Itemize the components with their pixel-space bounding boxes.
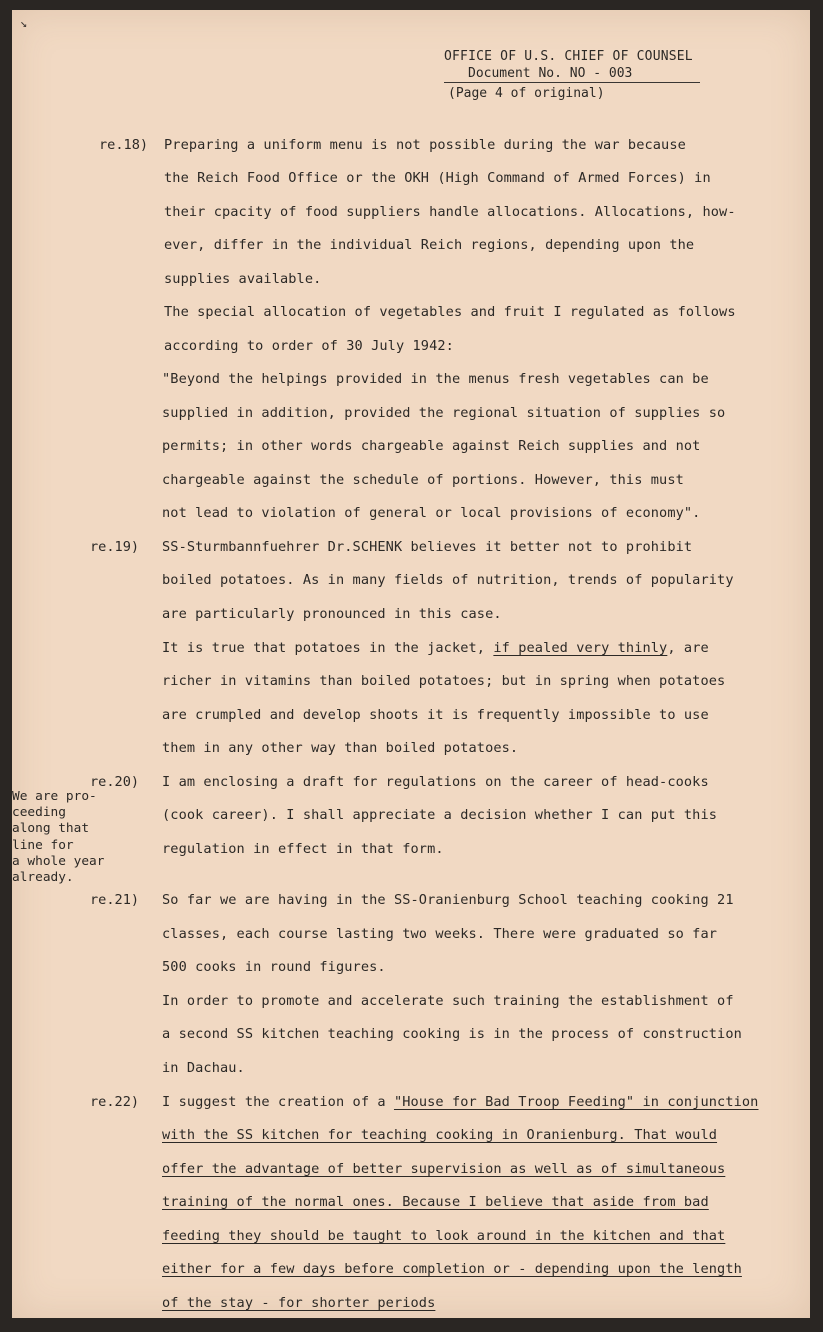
label-re21: re.21) (90, 892, 140, 908)
underlined-text-line: either for a few days before completion or - depending upon the length (162, 1261, 742, 1277)
text-line: are particularly pronounced in this case. (162, 606, 502, 622)
text-line: Preparing a uniform menu is not possible during the war because (164, 137, 686, 153)
text-line (162, 640, 709, 656)
text-line: I am enclosing a draft for regulations on the career of head-cooks (162, 774, 709, 790)
text-line: their cpacity of food suppliers handle allocations. Allocations, how- (164, 204, 736, 220)
text-line: chargeable against the schedule of portions. However, this must (162, 472, 684, 488)
text-line: ever, differ in the individual Reich regions, depending upon the (164, 237, 695, 253)
text-line: "Beyond the helpings provided in the menus fresh vegetables can be (162, 371, 709, 387)
text-line: not lead to violation of general or local provisions of economy". (162, 505, 701, 521)
text-line: (cook career). I shall appreciate a decision whether I can put this (162, 807, 718, 823)
label-re18: re.18) (99, 137, 149, 153)
text-line: in Dachau. (162, 1060, 245, 1076)
text-span: It is true that potatoes in the jacket, (162, 640, 494, 656)
margin-note-line: already. (12, 870, 74, 886)
text-line: the Reich Food Office or the OKH (High Command of Armed Forces) in (164, 170, 711, 186)
margin-note-line: We are pro- (12, 789, 97, 804)
margin-note-line: line for (12, 837, 74, 853)
margin-note-line: along that (12, 821, 90, 837)
text-line (162, 1094, 758, 1110)
document-header (444, 48, 700, 102)
text-line: In order to promote and accelerate such training the establishment of (162, 993, 734, 1009)
text-line: a second SS kitchen teaching cooking is in the process of construction (162, 1026, 742, 1042)
margin-note (12, 789, 104, 886)
underlined-text: "House for Bad Troop Feeding" in conjunction (393, 1094, 759, 1110)
text-line: boiled potatoes. As in many fields of nutrition, trends of popularity (162, 572, 734, 588)
text-line: 500 cooks in round figures. (162, 959, 386, 975)
label-re22: re.22) (90, 1094, 140, 1110)
document-number: Document No. NO - 003 (444, 65, 700, 83)
text-line: So far we are having in the SS-Oranienburg School teaching cooking 21 (162, 892, 734, 908)
text-line: according to order of 30 July 1942: (164, 338, 454, 354)
text-line: regulation in effect in that form. (162, 841, 444, 857)
label-re20: re.20) (90, 774, 140, 790)
text-line: richer in vitamins than boiled potatoes; but in spring when potatoes (162, 673, 726, 689)
text-line: classes, each course lasting two weeks. There were graduated so far (162, 926, 718, 942)
text-span: I suggest the creation of a (162, 1094, 394, 1110)
underlined-text-line: feeding they should be taught to look around in the kitchen and that (162, 1228, 726, 1244)
text-line: The special allocation of vegetables and fruit I regulated as follows (164, 304, 736, 320)
corner-mark-icon: ↘ (20, 16, 28, 30)
text-line: SS-Sturmbannfuehrer Dr.SCHENK believes it better not to prohibit (162, 539, 693, 555)
underlined-text-line: with the SS kitchen for teaching cooking in Oranienburg. That would (162, 1127, 718, 1143)
page-reference: (Page 4 of original) (448, 86, 605, 101)
underlined-text-line: offer the advantage of better supervision as well as of simultaneous (162, 1161, 726, 1177)
underlined-text-line: training of the normal ones. Because I believe that aside from bad (162, 1194, 709, 1210)
text-line: them in any other way than boiled potatoes. (162, 740, 519, 756)
text-line: supplies available. (164, 271, 322, 287)
office-title: OFFICE OF U.S. CHIEF OF COUNSEL (444, 49, 693, 64)
document-page (12, 10, 810, 1318)
text-line: are crumpled and develop shoots it is frequently impossible to use (162, 707, 709, 723)
text-line: supplied in addition, provided the regional situation of supplies so (162, 405, 726, 421)
label-re19: re.19) (90, 539, 140, 555)
text-line: permits; in other words chargeable against Reich supplies and not (162, 438, 701, 454)
underlined-text-line: of the stay - for shorter periods (162, 1295, 436, 1311)
margin-note-line: a whole year (12, 853, 105, 869)
text-span: , are (667, 640, 709, 656)
margin-note-line: ceeding (12, 805, 66, 821)
underlined-text: if pealed very thinly (493, 640, 668, 656)
